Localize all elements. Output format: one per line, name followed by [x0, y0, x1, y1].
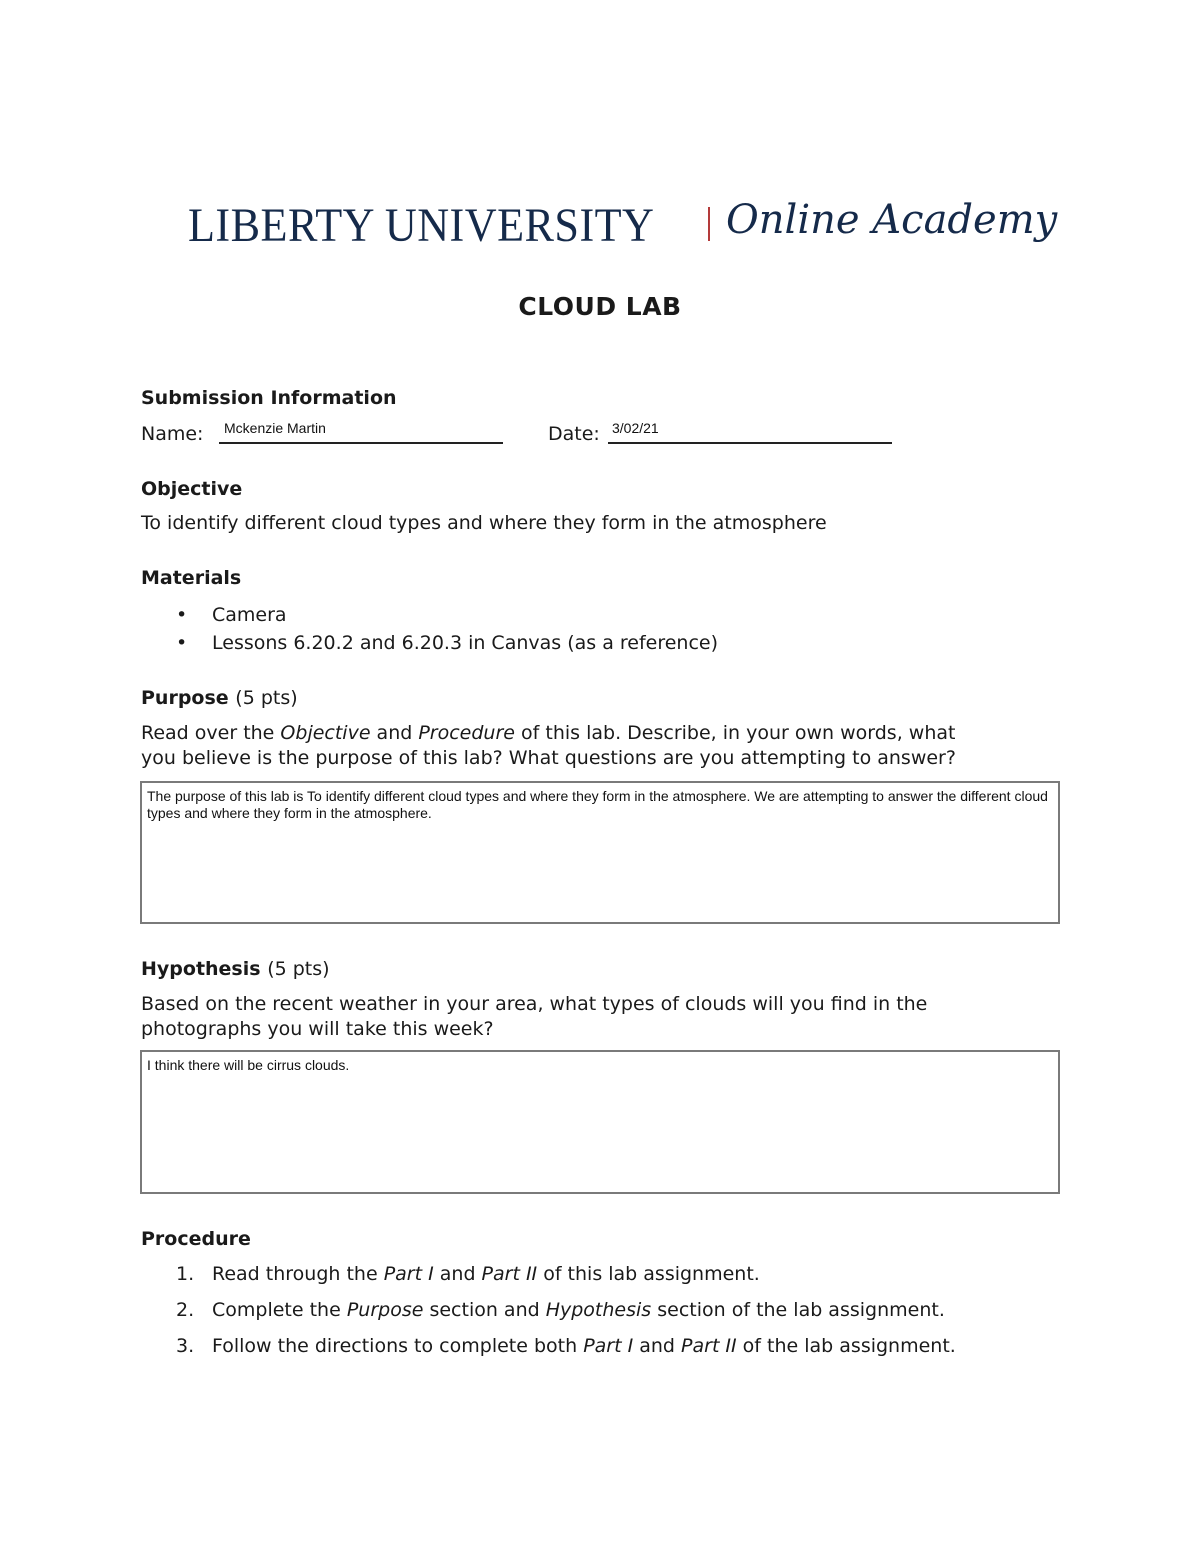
list-item: • Camera — [176, 604, 287, 626]
purpose-points: (5 pts) — [235, 687, 298, 709]
name-underline — [219, 442, 503, 444]
page-title: CLOUD LAB — [518, 292, 682, 321]
hypothesis-prompt-line1: Based on the recent weather in your area, what types of clouds will you find in the — [141, 993, 928, 1015]
bullet-icon: • — [176, 632, 188, 654]
hypothesis-answer-text: I think there will be cirrus clouds. — [147, 1057, 350, 1073]
date-underline — [608, 442, 892, 444]
list-item: 1. Read through the Part I and Part II of this lab assignment. — [176, 1263, 760, 1285]
materials-list — [141, 604, 718, 660]
list-item: 2. Complete the Purpose section and Hypothesis section of the lab assignment. — [176, 1299, 945, 1321]
purpose-prompt-line1: Read over the Objective and Procedure of this lab. Describe, in your own words, what — [141, 722, 956, 744]
procedure-list — [141, 1263, 956, 1371]
list-item: 3. Follow the directions to complete both Part I and Part II of the lab assignment. — [176, 1335, 956, 1357]
purpose-heading: Purpose (5 pts) — [141, 687, 298, 709]
objective-text: To identify different cloud types and where they form in the atmosphere — [141, 512, 827, 534]
objective-heading: Objective — [141, 478, 243, 500]
date-field[interactable]: 3/02/21 — [612, 420, 659, 436]
date-label: Date: — [548, 423, 600, 445]
hypothesis-points: (5 pts) — [267, 958, 330, 980]
purpose-answer-box[interactable] — [140, 781, 1060, 924]
university-logo — [188, 195, 1058, 255]
logo-wordmark: LIBERTY UNIVERSITY — [188, 198, 655, 252]
purpose-answer-text: The purpose of this lab is To identify different cloud types and where they form in the atmosphere. We are attempting to answer the different cloud types and where they form in the atmosphere. — [147, 788, 1048, 821]
procedure-heading: Procedure — [141, 1228, 251, 1250]
bullet-icon: • — [176, 604, 188, 626]
hypothesis-answer-box[interactable] — [140, 1050, 1060, 1194]
hypothesis-prompt-line2: photographs you will take this week? — [141, 1018, 494, 1040]
logo-divider — [708, 207, 710, 241]
logo-script-text: Online Academy — [726, 197, 1058, 243]
list-item: • Lessons 6.20.2 and 6.20.3 in Canvas (as a reference) — [176, 632, 719, 654]
name-field[interactable]: Mckenzie Martin — [224, 420, 326, 436]
hypothesis-heading: Hypothesis (5 pts) — [141, 958, 330, 980]
purpose-prompt-line2: you believe is the purpose of this lab? What questions are you attempting to answer? — [141, 747, 956, 769]
submission-heading: Submission Information — [141, 387, 397, 409]
materials-heading: Materials — [141, 567, 242, 589]
name-label: Name: — [141, 423, 204, 445]
